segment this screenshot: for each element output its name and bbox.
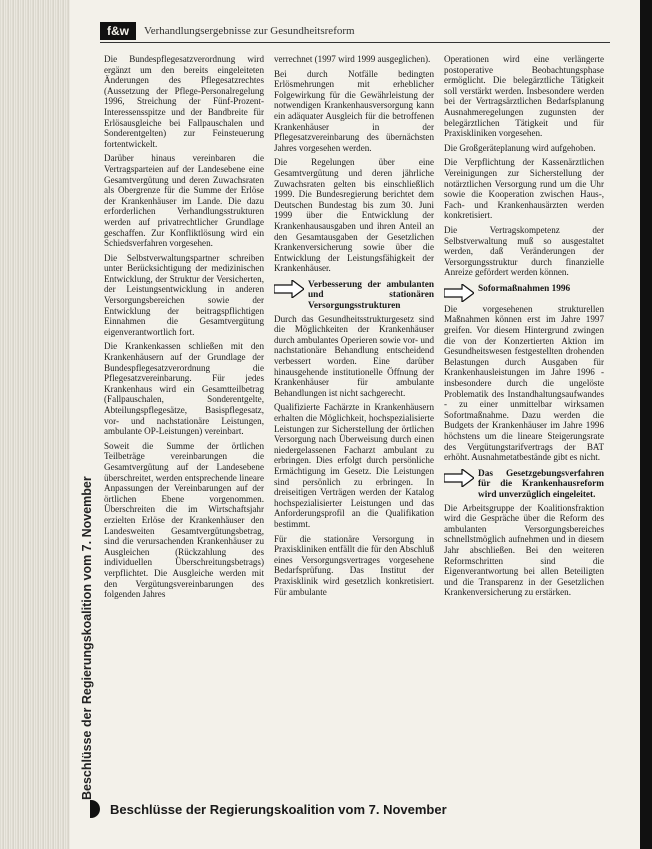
paragraph: Bei durch Notfälle bedingten Erlösmehrungen mit erheblicher Folgewirkung für die Gewährleistung der notwendigen Krankenhausversorgung kann ein adäquater Ausgleich für die betroffenen Krankenhäuser in der Pflegesatzvereinbarung des übernächsten Jahres vorgesehen werden. (274, 68, 434, 153)
paragraph: Die Verpflichtung der Kassenärztlichen Vereinigungen zur Sicherstellung der notärztlichen Versorgung rund um die Uhr sowie die Kooperation zwischen Haus-, Fach- und Krankenhausärzten werden konkretisiert. (444, 157, 604, 221)
paragraph: verrechnet (1997 wird 1999 ausgeglichen). (274, 54, 431, 64)
section-title: Verbesserung der ambulanten und stationären Versorgungsstrukturen (308, 279, 434, 312)
section-heading (444, 284, 604, 302)
paragraph: Für die stationäre Versorgung in Praxiskliniken entfällt die für den Abschluß eines Versorgungsvertrages vorgesehene Bedarfsprüfung. Das Institut der Praxisklinik wird gesetzlich konkretisiert. Für ambulante (274, 533, 434, 597)
paragraph: Die Selbstverwaltungspartner schreiben unter Berücksichtigung der medizinischen Entwicklung, der Struktur der Versicherten, der Leistungsentwicklung in anderen Versorgungsbereichen sowie der Entwicklung der beitragspflichtigen Einnahmen die Gesamtvergütung eigenverantwortlich fort. (104, 252, 264, 337)
paragraph: Die vorgesehenen strukturellen Maßnahmen können erst im Jahre 1997 greifen. Vor diesem Hintergrund zwingen die von der Konzertierten Aktion im Gesundheitswesen festgestellten drohenden Belastungen durch Ausgaben für Krankenhausleistungen im Jahre 1996 - insbesondere durch die ungelöste Problematik des Instandhaltungsaufwandes - zu einer unmittelbar wirksamen Sofortmaßnahme. Dazu werden die Budgets der Krankenhäuser im Jahre 1996 höchstens um die lineare Steigerungsrate des Vergütungstarifvertrags der BAT erhöht. Ausnahmetatbestände gibt es nicht. (444, 303, 604, 463)
document-page (70, 0, 640, 849)
arrow-icon (444, 284, 474, 302)
section-title: Das Gesetzgebungsverfahren für die Krankenhausreform wird unverzüglich eingeleitet. (478, 468, 604, 500)
paragraph: Darüber hinaus vereinbaren die Vertragsparteien auf der Landesebene eine Gesamtvergütung und deren Zuwachsraten als Obergrenze für die Summe der Erlöse der Krankenhäuser im Lande. Die dazu erforderlichen Verhandlungsstrukturen werden auf privatrechtlicher Grundlage geschaffen. Zur Konfliktlösung wird ein Schiedsverfahren vorgesehen. (104, 153, 264, 249)
scan-shadow (640, 0, 652, 849)
footer-marker (90, 800, 100, 818)
column-2 (274, 54, 434, 804)
paragraph: Die Vertragskompetenz der Selbstverwaltung muß so ausgestaltet werden, daß Veränderungen der Versorgungsstruktur durch finanzielle Anreize gefördert werden können. (444, 224, 604, 278)
arrow-icon (444, 469, 474, 487)
running-header (100, 20, 610, 43)
section-heading (444, 469, 604, 501)
paragraph: Die Krankenkassen schließen mit den Krankenhäusern auf der Grundlage der Bundespflegesatzverordnung die Pflegesatzvereinbarung. Für jedes Krankenhaus wird ein Gesamtteilbetrag (Fallpauschalen, Sonderentgelte, Abteilungspflegesätze, Basispflegesatz, vor- und nachstationäre Leistungen, ambulante OP-Leistungen) vereinbart. (104, 341, 264, 437)
section-title: Soformaßnahmen 1996 (478, 283, 571, 294)
arrow-icon (274, 280, 304, 298)
column-3 (444, 54, 604, 804)
running-footer (90, 800, 620, 818)
paragraph: Die Bundespflegesatzverordnung wird ergänzt um den bereits eingeleiteten Änderungen des Pflegesatzrechtes (Aussetzung der Pflege-Personalregelung 1996, Streichung der Fünf-Prozent-Interessensspitze und der Bandbreite für Erlösausgleiche bei Fallpauschalen und Sonderentgelten) zur Feinsteuerung fortentwickelt. (104, 54, 264, 149)
paragraph: Qualifizierte Fachärzte in Krankenhäusern erhalten die Möglichkeit, hochspezialisierte Leistungen zur Sicherstellung der örtlichen Versorgung nach Überweisung durch einen niedergelassenen Facharzt ambulant zu erbringen. Dies erfolgt durch persönliche Ermächtigung im Gesetz. Die Leistungen sind persönlich zu erbringen. In dreiseitigen Verträgen werden der Katalog hochspezialisierter Leistungen und das Anforderungsprofil an die Qualifikation bestimmt. (274, 402, 434, 529)
paragraph: Die Großgeräteplanung wird aufgehoben. (444, 142, 596, 153)
paragraph: Die Regelungen über eine Gesamtvergütung und deren jährliche Zuwachsraten gelten bis einschließlich 1999. Die Bundesregierung berichtet dem Deutschen Bundestag bis zum 30. Juni 1999 über die Entwicklung der Krankenhausausgaben und ihren Anteil an den Gesamtausgaben der Gesetzlichen Krankenversicherung sowie über die Entwicklung der Leistungsfähigkeit der Krankenhäuser. (274, 157, 434, 274)
publisher-logo: f&w (100, 22, 136, 40)
section-heading (274, 280, 434, 312)
column-1 (104, 54, 264, 804)
paragraph: Durch das Gesundheitsstrukturgesetz sind die Möglichkeiten der Krankenhäuser durch ambulantes Operieren sowie vor- und nachstationäre Behandlung entscheidend verbessert worden. Eine darüber hinausgehende institutionelle Öffnung der Krankenhäuser für ambulante Behandlungen ist nicht sachgerecht. (274, 313, 434, 398)
footer-title: Beschlüsse der Regierungskoalition vom 7. November (110, 801, 447, 817)
paragraph: Soweit die Summe der örtlichen Teilbeträge vereinbarungen die Gesamtvergütung auf der Landesebene überschreitet, werden entsprechende lineare Anpassungen der Vereinbarungen auf der örtlichen Ebene vorgenommen. Überschreiten die im Wirtschaftsjahr erzielten Erlöse der Krankenhäuser den Landesweiten Gesamtvergütungsbetrag, sind die verursachenden Krankenhäuser zu Ausgleichen (Rückzahlung des individuellen Überschreitungsbetrags) verpflichtet. Die Ausgleiche werden mit den Vergütungsvereinbarungen des folgenden Jahres (104, 440, 264, 600)
paragraph: Die Arbeitsgruppe der Koalitionsfraktion wird die Gespräche über die Reform des ambulanten Versorgungsbereiches schnellstmöglich aufnehmen und in diesem Jahr abschließen. Bei den weiteren Reformschritten sind die Eigenverantwortung bei allen Beteiligten und die Transparenz in der Gesetzlichen Krankenversicherung zu erstärken. (444, 502, 604, 598)
side-label: Beschlüsse der Regierungskoalition vom 7. November (80, 476, 94, 800)
paragraph: Operationen wird eine verlängerte postoperative Beobachtungsphase ermöglicht. Die belegärztliche Tätigkeit soll verstärkt werden. Insbesondere werden bei der Vertragsärztlichen Bedarfsplanung Ausnahmeregelungen zugunsten der belegärztlichen Tätigkeit und für Praxiskliniken vorgesehen. (444, 54, 604, 139)
header-title: Verhandlungsergebnisse zur Gesundheitsreform (144, 25, 355, 37)
book-page-edges (0, 0, 71, 849)
